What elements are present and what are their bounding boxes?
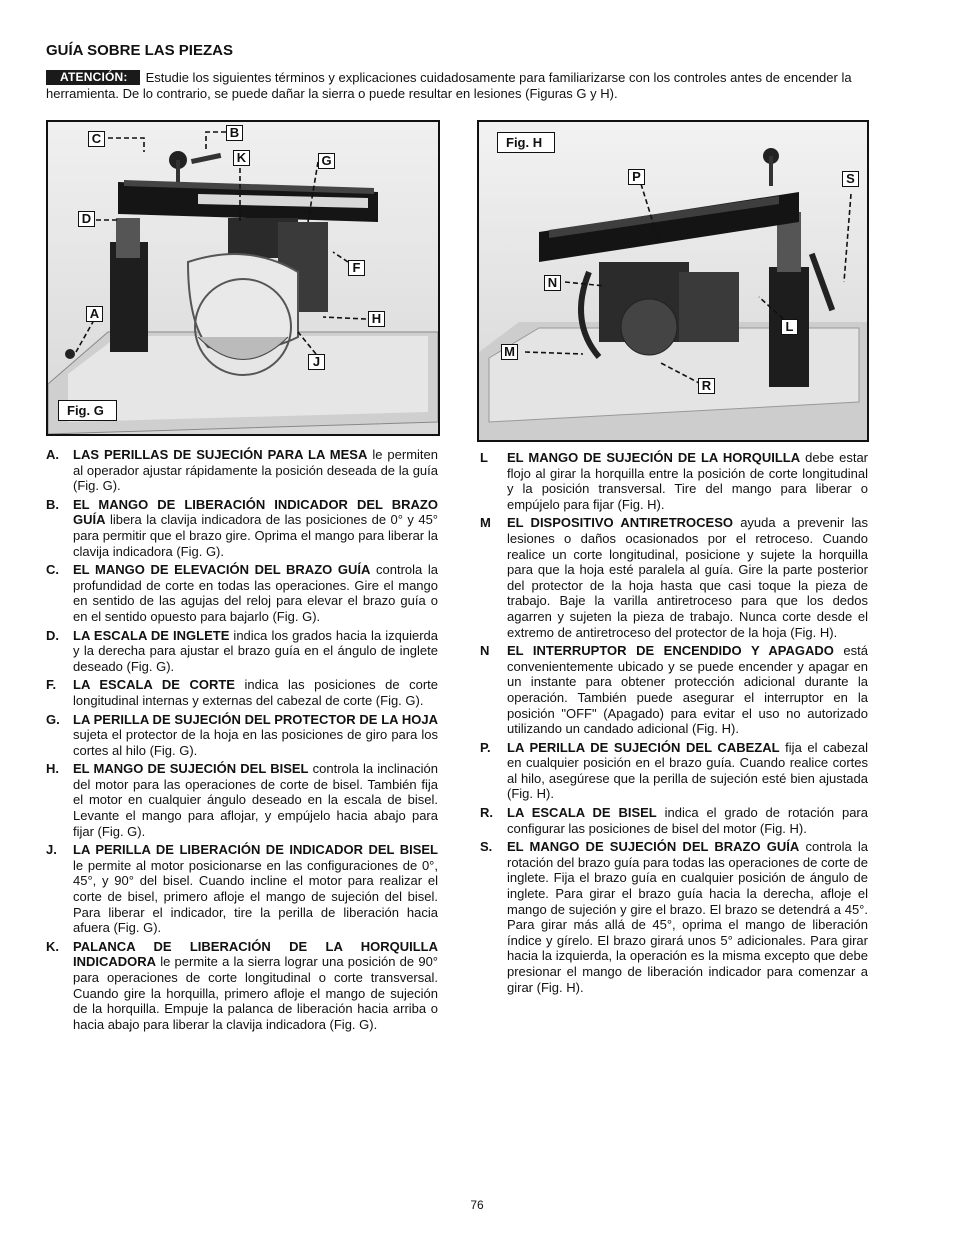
callout-d: D [78, 211, 95, 227]
item-text: le permite al motor posicionarse en las configuraciones de 0°, 45°, y 90° del bisel. Cuando incline el motor para realizar el corte de bisel, primero afloje el mango de sujeción del bisel. Para liberar el indicador, tire la perilla de liberación hacia afuera (Fig. G). [73, 857, 438, 936]
item-key: R. [480, 805, 493, 821]
warning-text: Estudie los siguientes términos y explicaciones cuidadosamente para familiarizarse con los controles antes de encender la herramienta. De lo contrario, se puede dañar la sierra o puede resultar en lesiones (Figuras G y H). [46, 70, 852, 101]
item-term: LA PERILLA DE SUJECIÓN DEL PROTECTOR DE LA HOJA [73, 711, 438, 727]
item-key: H. [46, 761, 59, 777]
item-term: EL MANGO DE SUJECIÓN DEL BISEL [73, 761, 309, 777]
item-key: P. [480, 739, 491, 755]
list-item [480, 450, 868, 512]
callout-j: J [308, 354, 325, 370]
list-item [480, 740, 868, 802]
list-item [46, 939, 438, 1033]
item-term: EL MANGO DE SUJECIÓN DE LA HORQUILLA [507, 450, 801, 465]
item-key: B. [46, 496, 59, 512]
item-key: S. [480, 839, 493, 855]
list-item [480, 643, 868, 737]
item-text: fija el cabezal en cualquier posición en el brazo guía. Cuando realice cortes al hilo, asegúrese que la perilla de sujeción esté bien ajustada (Fig. H). [507, 739, 868, 802]
item-text: controla la rotación del brazo guía para todas las operaciones de corte de inglete. Fija el brazo guía en cualquier posición de ángulo de inglete. Para girar el brazo guía hacia la derecha, afloje el mango de sujeción y gire el brazo. El brazo se detendrá a 45°. Para girar más allá de 45°, oprima el mango de liberación índice y gírelo. El brazo girará unos 5° adicionales. Para girar hacia la izquierda, la operación es la misma excepto que debe presionar el mango de liberación indicador para comenzar a girar (Fig. H). [507, 839, 868, 995]
item-text: libera la clavija indicadora de las posiciones de 0° y 45° para permitir que el brazo gire. Oprima el mango para liberar la clavija indicadora (Fig. G). [73, 512, 438, 559]
item-term: LA ESCALA DE CORTE [73, 677, 235, 693]
item-term: LA PERILLA DE SUJECIÓN DEL CABEZAL [507, 739, 780, 755]
item-text: debe estar flojo al girar la horquilla entre la posición de corte longitudinal y la posición transversal. Tire del mango para liberar o empújelo para fijar (Fig. H). [507, 450, 868, 512]
item-term: EL DISPOSITIVO ANTIRETROCESO [507, 515, 734, 531]
callout-p: P [628, 169, 645, 185]
item-term: EL MANGO DE ELEVACIÓN DEL BRAZO GUÍA [73, 562, 371, 578]
callout-m: M [501, 344, 518, 360]
item-text: está convenientemente ubicado y se puede encender y apagar en un instante para obtener protección adicional durante la operación. También puede asegurar el interruptor en la posición "OFF" (Apagado) para evitar el uso no autorizado utilizando un candado adicional (Fig. H). [507, 643, 868, 737]
warning-badge: ATENCIÓN: [46, 70, 140, 85]
callout-a: A [86, 306, 103, 322]
list-item [480, 839, 868, 995]
callout-s: S [842, 171, 859, 187]
list-item [46, 712, 438, 759]
figure-g [46, 120, 440, 436]
list-item [46, 562, 438, 624]
saw-illustration-h [479, 122, 867, 440]
parts-list-right [480, 450, 868, 998]
parts-list-left [46, 447, 438, 1035]
list-item [46, 677, 438, 708]
callout-n: N [544, 275, 561, 291]
warning-paragraph [46, 70, 868, 102]
callout-f: F [348, 260, 365, 276]
callout-h: H [368, 311, 385, 327]
item-term: PALANCA DE LIBERACIÓN DE LA HORQUILLA INDICADORA [73, 938, 438, 970]
item-term: EL MANGO DE SUJECIÓN DEL BRAZO GUÍA [507, 839, 800, 855]
item-text: indica los grados hacia la izquierda y la derecha para ajustar el brazo guía en el ángulo de inglete deseado (Fig. G). [73, 627, 438, 674]
callout-k: K [233, 150, 250, 166]
callout-g: G [318, 153, 335, 169]
item-term: LA PERILLA DE LIBERACIÓN DE INDICADOR DEL BISEL [73, 842, 438, 858]
item-key: N [480, 643, 490, 659]
item-text: le permiten al operador ajustar rápidamente la posición deseada de la guía (Fig. G). [73, 447, 438, 494]
item-term: EL MANGO DE LIBERACIÓN INDICADOR DEL BRAZO GUÍA [73, 496, 438, 528]
item-key: L [480, 450, 488, 465]
item-key: A. [46, 447, 59, 462]
callout-b: B [226, 125, 243, 141]
item-text: controla la inclinación del motor para las operaciones de corte de bisel. También fija el motor en cualquier ángulo deseado en la escala de bisel. Levante el mango para aflojar, y empújelo hacia abajo para fijar (Fig. G). [73, 761, 438, 839]
item-text: sujeta el protector de la hoja en las posiciones de giro para los cortes al hilo (Fig. G). [73, 727, 438, 758]
item-text: controla la profundidad de corte en todas las operaciones. Gire el mango en sentido de las agujas del reloj para elevar el brazo guía o en el sentido opuesto para bajarlo (Fig. G). [73, 562, 439, 624]
list-item [46, 628, 438, 675]
item-key: F. [46, 677, 57, 693]
list-item [480, 515, 868, 640]
item-key: M [480, 515, 491, 531]
callout-l: L [781, 319, 798, 335]
item-key: K. [46, 938, 59, 954]
item-term: LA ESCALA DE BISEL [507, 805, 657, 821]
item-term: EL INTERRUPTOR DE ENCENDIDO Y APAGADO [507, 643, 834, 659]
list-item [46, 497, 438, 559]
item-key: G. [46, 711, 60, 727]
saw-illustration-g [48, 122, 438, 434]
item-key: J. [46, 842, 57, 858]
figure-h-label: Fig. H [497, 132, 555, 153]
item-text: le permite a la sierra lograr una posición de 90° para operaciones de corte longitudinal o corte transversal. Cuando gire la horquilla, primero afloje el mango de sujeción de la horquilla. Empuje la palanca de liberación hacia arriba o hacia abajo para liberar la clavija indicadora (Fig. G). [73, 954, 438, 1032]
list-item [46, 842, 438, 936]
item-text: indica el grado de rotación para configurar las posiciones de bisel del motor (Fig. H). [507, 805, 868, 836]
item-term: LAS PERILLAS DE SUJECIÓN PARA LA MESA [73, 447, 368, 462]
callout-r: R [698, 378, 715, 394]
callout-c: C [88, 131, 105, 147]
list-item [46, 447, 438, 494]
item-key: C. [46, 562, 59, 578]
item-key: D. [46, 627, 59, 643]
list-item [480, 805, 868, 836]
list-item [46, 761, 438, 839]
figure-g-label: Fig. G [58, 400, 117, 421]
item-text: ayuda a prevenir las lesiones o daños ocasionados por el retroceso. Cuando realice un corte longitudinal, posicione y sujete la horquilla para que la hoja esté paralela al guía. Gire la parte posterior del protector de la hoja hasta que casi toque la pieza de trabajo. Baje la varilla antiretroceso para que los dedos agarren y sujeten la pieza de trabajo. Nunca corte desde el extremo de antiretroceso del protector de la hoja (Fig. H). [507, 515, 868, 640]
item-text: indica las posiciones de corte longitudinal internas y externas del cabezal de corte (Fig. G). [73, 677, 438, 708]
section-title: GUÍA SOBRE LAS PIEZAS [46, 42, 233, 59]
figure-h [477, 120, 869, 442]
item-term: LA ESCALA DE INGLETE [73, 627, 230, 643]
page-number: 76 [470, 1198, 484, 1212]
